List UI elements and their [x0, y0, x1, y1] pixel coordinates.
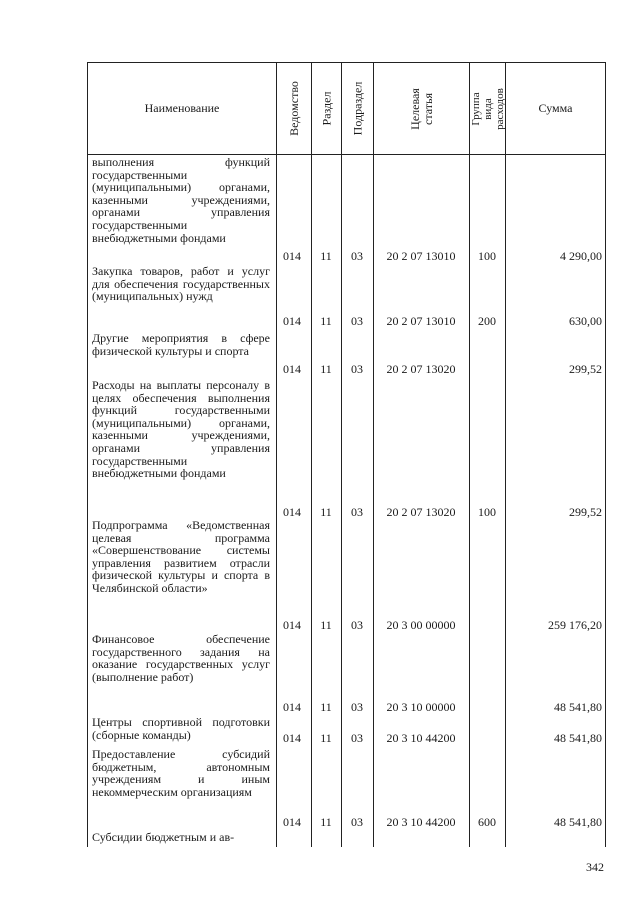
table-row: [87, 379, 606, 518]
row-summa: 48 541,80: [554, 700, 602, 714]
row-summa: 630,00: [569, 314, 602, 328]
header-name: [88, 63, 277, 154]
header-razdel: [312, 63, 342, 154]
header-name-label: Наименование: [144, 101, 220, 115]
table-row: [87, 633, 606, 714]
row-razdel: 11: [320, 314, 332, 328]
row-gruppa: 100: [478, 505, 496, 519]
row-name: Расходы на выплаты персоналу в целях обеспечения выполнения функций государственными (муниципальными) органами, казенными учреждениями, органами управления государственными внебюджетными фондами: [92, 378, 270, 481]
header-podrazdel-label: Подраздел: [350, 81, 365, 136]
table-row: [87, 265, 606, 330]
row-vedomstvo: 014: [283, 505, 301, 519]
table-row: [87, 831, 606, 847]
table-header: [87, 62, 606, 155]
row-tselevaya: 20 3 10 00000: [386, 700, 456, 714]
row-name: Закупка товаров, работ и услуг для обеспечения государственных (муниципальных) нужд: [92, 264, 270, 304]
row-name: Подпрограмма «Ведомственная целевая программа «Совершенствование системы управления развитием отрасли физической культуры и спорта в Челябинской области»: [92, 518, 270, 595]
header-tselevaya: [374, 63, 470, 154]
row-summa: 4 290,00: [560, 249, 602, 263]
row-podrazdel: 03: [351, 314, 363, 328]
row-tselevaya: 20 3 10 44200: [386, 815, 456, 829]
row-gruppa: 600: [478, 815, 496, 829]
row-razdel: 11: [320, 362, 332, 376]
row-summa: 299,52: [569, 505, 602, 519]
row-podrazdel: 03: [351, 815, 363, 829]
row-gruppa: 100: [478, 249, 496, 263]
row-name: выполнения функций государственными (муниципальными) органами, казенными учреждениями, органами управления государственными внебюджетными фондами: [92, 155, 270, 245]
header-summa-label: Сумма: [538, 101, 573, 115]
row-podrazdel: 03: [351, 249, 363, 263]
row-podrazdel: 03: [351, 362, 363, 376]
row-vedomstvo: 014: [283, 815, 301, 829]
row-podrazdel: 03: [351, 700, 363, 714]
header-podrazdel: [342, 63, 374, 154]
header-razdel-label: Раздел: [319, 91, 334, 126]
row-razdel: 11: [320, 249, 332, 263]
table-row: [87, 156, 606, 264]
row-podrazdel: 03: [351, 505, 363, 519]
row-podrazdel: 03: [351, 731, 363, 745]
row-razdel: 11: [320, 731, 332, 745]
header-summa: [506, 63, 605, 154]
row-summa: 259 176,20: [548, 618, 602, 632]
table-row: [87, 519, 606, 632]
row-razdel: 11: [320, 618, 332, 632]
table-row: [87, 716, 606, 746]
row-razdel: 11: [320, 505, 332, 519]
row-razdel: 11: [320, 700, 332, 714]
table-row: [87, 748, 606, 829]
row-summa: 299,52: [569, 362, 602, 376]
row-tselevaya: 20 2 07 13010: [386, 249, 456, 263]
header-gruppa-label: Группа вида расходов: [469, 87, 506, 130]
row-tselevaya: 20 2 07 13010: [386, 314, 456, 328]
row-vedomstvo: 014: [283, 314, 301, 328]
row-summa: 48 541,80: [554, 815, 602, 829]
row-summa: 48 541,80: [554, 731, 602, 745]
row-gruppa: 200: [478, 314, 496, 328]
row-vedomstvo: 014: [283, 249, 301, 263]
row-razdel: 11: [320, 815, 332, 829]
row-tselevaya: 20 2 07 13020: [386, 505, 456, 519]
header-vedomstvo: [277, 63, 312, 154]
row-tselevaya: 20 3 10 44200: [386, 731, 456, 745]
row-vedomstvo: 014: [283, 362, 301, 376]
row-tselevaya: 20 2 07 13020: [386, 362, 456, 376]
page-number: 342: [586, 860, 604, 874]
row-name: Субсидии бюджетным и ав-: [92, 830, 235, 844]
row-name: Финансовое обеспечение государственного задания на оказание государственных услуг (выполнение работ): [92, 632, 270, 684]
table-row: [87, 332, 606, 378]
row-name: Другие мероприятия в сфере физической культуры и спорта: [92, 331, 270, 358]
row-tselevaya: 20 3 00 00000: [386, 618, 456, 632]
row-vedomstvo: 014: [283, 700, 301, 714]
row-vedomstvo: 014: [283, 731, 301, 745]
row-podrazdel: 03: [351, 618, 363, 632]
header-gruppa: [470, 63, 506, 154]
row-vedomstvo: 014: [283, 618, 301, 632]
header-vedomstvo-label: Ведомство: [286, 81, 301, 136]
row-name: Предоставление субсидий бюджетным, автономным учреждениям и иным некоммерческим организациям: [92, 747, 270, 799]
header-tselevaya-label: Целевая статья: [407, 87, 435, 130]
row-name: Центры спортивной подготовки (сборные команды): [92, 715, 270, 742]
